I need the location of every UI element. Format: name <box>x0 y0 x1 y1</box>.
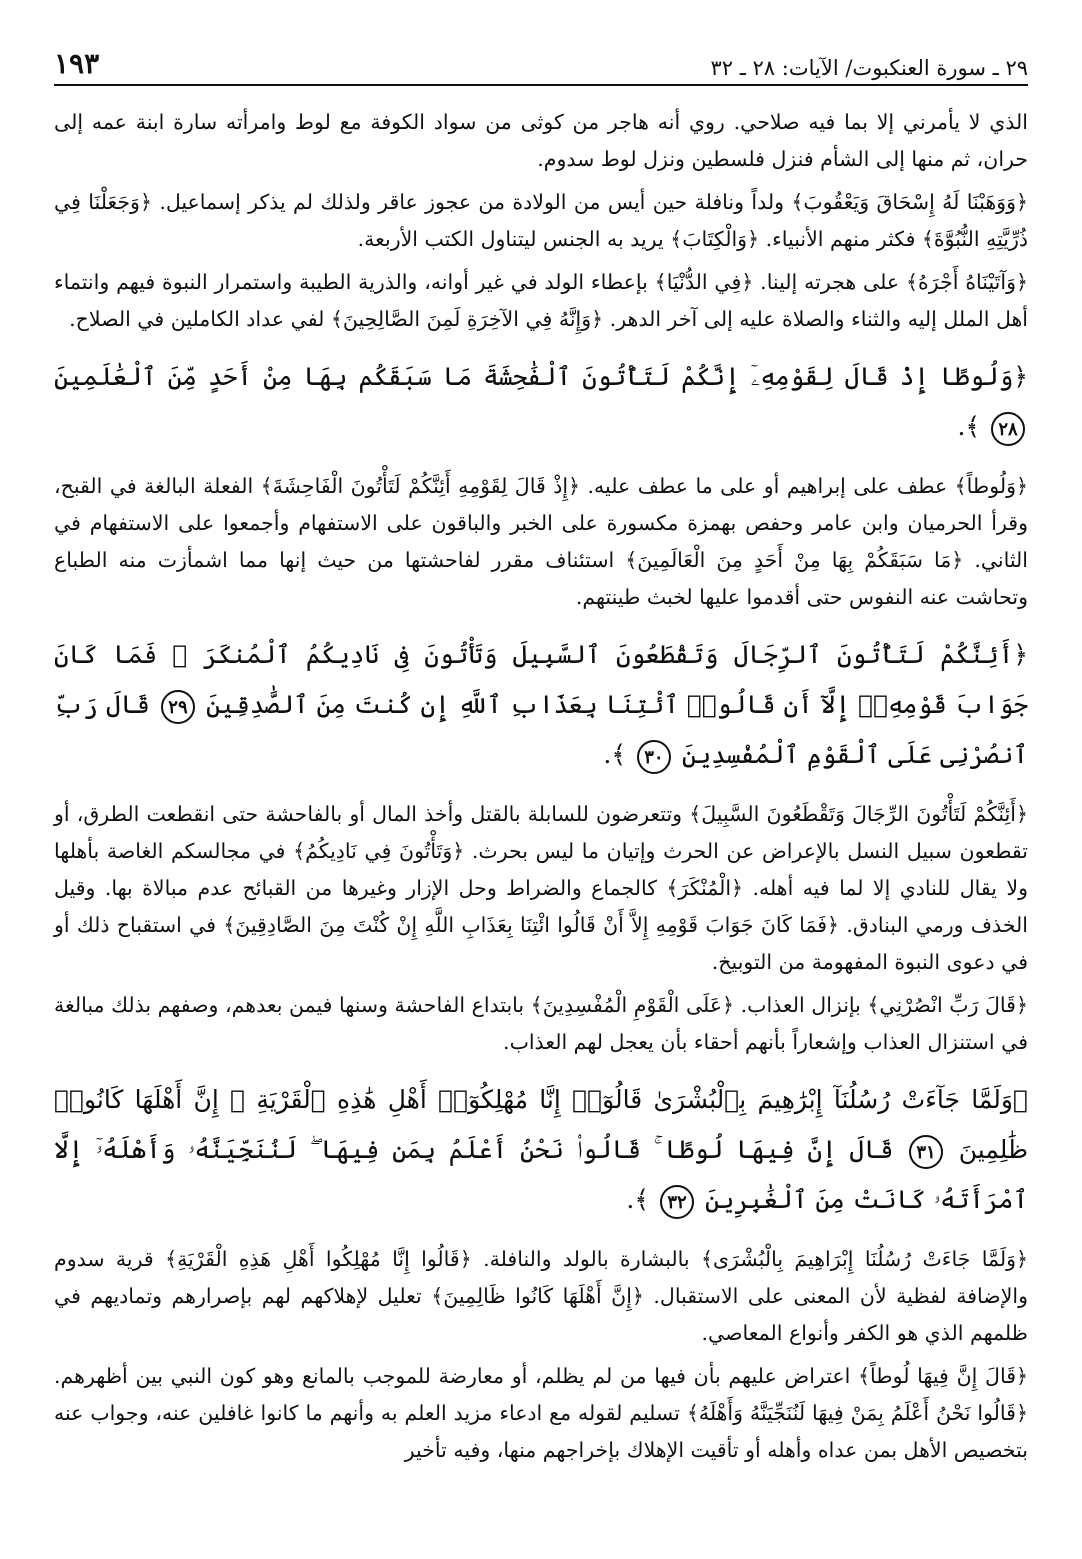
verse-close: ﴾. <box>626 1185 650 1214</box>
commentary-paragraph: ﴿وَلُوطاً﴾ عطف على إبراهيم أو على ما عطف عليه. ﴿إِذْ قَالَ لِقَوْمِهِ أَئِنَّكُمْ لَتَأْتُونَ الْفَاحِشَةَ﴾ الفعلة البالغة في القبح، وقرأ الحرميان وابن عامر وحفص بهمزة مكسورة على الخبر والباقون على الاستفهام وأجمعوا على الاستفهام في الثاني. ﴿مَا سَبَقَكُمْ بِهَا مِنْ أَحَدٍ مِنَ الْعَالَمِينَ﴾ استئناف مقرر لفاحشتها من حيث إنها مما اشمأزت منه الطباع وتحاشت عنه النفوس حتى أقدموا عليها لخبث طينتهم. <box>54 474 1028 609</box>
verse-text: ﴿وَلُوطًا إِذْ قَالَ لِقَوْمِهِۦٓ إِنَّكُمْ لَتَأْتُونَ ٱلْفَٰحِشَةَ مَا سَبَقَكُم بِهَا مِنْ أَحَدٍ مِّنَ ٱلْعَٰلَمِينَ <box>54 362 1028 391</box>
commentary-paragraph: ﴿وَلَمَّا جَاءَتْ رُسُلُنَا إِبْرَاهِيمَ بِالْبُشْرَى﴾ بالبشارة بالولد والنافلة. ﴿قَالُوا إِنَّا مُهْلِكُوا أَهْلِ هَذِهِ الْقَرْيَةِ﴾ قرية سدوم والإضافة لفظية لأن المعنى على الاستقبال. ﴿إِنَّ أَهْلَهَا كَانُوا ظَالِمِينَ﴾ تعليل لإهلاكهم لهم بإصرارهم وتماديهم في ظلمهم الذي هو الكفر وأنواع المعاصي. <box>54 1247 1028 1345</box>
quran-verse-block <box>54 352 1028 452</box>
verse-close: ﴾. <box>603 740 626 769</box>
commentary-paragraph: ﴿وَوَهَبْنَا لَهُ إِسْحَاقَ وَيَعْقُوبَ﴾ ولداً ونافلة حين أيس من الولادة من عجوز عاقر ولذلك لم يذكر إسماعيل. ﴿وَجَعَلْنَا فِي ذُرِّيَّتِهِ النُّبُوَّةَ﴾ فكثر منهم الأنبياء. ﴿وَالْكِتَابَ﴾ يريد به الجنس ليتناول الكتب الأربعة. <box>54 190 1028 251</box>
commentary-paragraph: ﴿أَئِنَّكُمْ لَتَأْتُونَ الرِّجَالَ وَتَقْطَعُونَ السَّبِيلَ﴾ وتتعرضون للسابلة بالقتل وأخذ المال أو بالفاحشة حتى انقطعت الطرق، أو تقطعون سبيل النسل بالإعراض عن الحرث وإتيان ما ليس بحرث. ﴿وَتَأْتُونَ فِي نَادِيكُمُ﴾ في مجالسكم الغاصة بأهلها ولا يقال للنادي إلا لما فيه أهله. ﴿الْمُنْكَرَ﴾ كالجماع والضراط وحل الإزار وغيرها من القبائح عدم مبالاة بها. وقيل الخذف ورمي البنادق. ﴿فَمَا كَانَ جَوَابَ قَوْمِهِ إِلاَّ أَنْ قَالُوا ائْتِنَا بِعَذَابِ اللَّهِ إِنْ كُنْتَ مِنَ الصَّادِقِينَ﴾ في استقباح ذلك أو في دعوى النبوة المفهومة من التوبيخ. <box>54 802 1028 974</box>
verse-number-marker: ٣٢ <box>660 1185 694 1219</box>
commentary-paragraph: الذي لا يأمرني إلا بما فيه صلاحي. روي أنه هاجر من كوثى من سواد الكوفة مع لوط وامرأته سارة ابنة عمه إلى حران، ثم منها إلى الشأم فنزل فلسطين ونزل لوط سدوم. <box>54 110 1028 171</box>
verse-number-marker: ٣٠ <box>637 740 671 774</box>
quran-verse-block <box>54 1075 1028 1225</box>
verse-number-marker: ٢٩ <box>161 690 195 724</box>
commentary-paragraph: ﴿قَالَ إِنَّ فِيهَا لُوطاً﴾ اعتراض عليهم بأن فيها من لم يظلم، أو معارضة للموجب بالمانع وهو كون النبي بين أظهرهم. ﴿قَالُوا نَحْنُ أَعْلَمُ بِمَنْ فِيهَا لَنُنَجِّيَنَّهُ وَأَهْلَهُ﴾ تسليم لقوله مع ادعاء مزيد العلم به وأنهم ما كانوا غافلين عنه، وجواب عنه بتخصيص الأهل بمن عداه وأهله أو تأقيت الإهلاك بإخراجهم منها، وفيه تأخير <box>54 1364 1028 1462</box>
verse-close: ﴾. <box>957 412 981 441</box>
running-title: ٢٩ ـ سورة العنكبوت/ الآيات: ٢٨ ـ ٣٢ <box>710 56 1028 80</box>
running-header <box>54 40 1028 86</box>
verse-text: قَالَ رَبِّ ٱنصُرْنِى عَلَى ٱلْقَوْمِ ٱلْمُفْسِدِينَ <box>54 690 1028 769</box>
verse-number-marker: ٣١ <box>909 1135 943 1169</box>
verse-number-marker: ٢٨ <box>991 412 1025 446</box>
quran-verse-block <box>54 630 1028 780</box>
page-number: ١٩٣ <box>54 47 100 80</box>
verse-text: ﴿أَئِنَّكُمْ لَتَأْتُونَ ٱلرِّجَالَ وَتَقْطَعُونَ ٱلسَّبِيلَ وَتَأْتُونَ فِى نَادِيكُمُ ٱلْمُنكَرَ ۖ فَمَا كَانَ جَوَابَ قَوْمِهِۦٓ إِلَّآ أَن قَالُوا۟ ٱئْتِنَا بِعَذَابِ ٱللَّهِ إِن كُنتَ مِنَ ٱلصَّٰدِقِينَ <box>54 640 1029 719</box>
verse-text: قَالَ إِنَّ فِيهَا لُوطًا ۚ قَالُوا۟ نَحْنُ أَعْلَمُ بِمَن فِيهَا ۖ لَنُنَجِّيَنَّهُۥ وَأَهْلَهُۥٓ إِلَّا ٱمْرَأَتَهُۥ كَانَتْ مِنَ ٱلْغَٰبِرِينَ <box>54 1135 1028 1214</box>
commentary-paragraph: ﴿وَآتَيْنَاهُ أَجْرَهُ﴾ على هجرته إلينا. ﴿فِي الدُّنْيَا﴾ بإعطاء الولد في غير أوانه، والذرية الطيبة واستمرار النبوة فيهم وانتماء أهل الملل إليه والثناء والصلاة عليه إلى آخر الدهر. ﴿وَإِنَّهُ فِي الآخِرَةِ لَمِنَ الصَّالِحِينَ﴾ لفي عداد الكاملين في الصلاح. <box>54 270 1028 331</box>
commentary-paragraph: ﴿قَالَ رَبِّ انْصُرْنِي﴾ بإنزال العذاب. ﴿عَلَى الْقَوْمِ الْمُفْسِدِينَ﴾ بابتداع الفاحشة وسنها فيمن بعدهم، وصفهم بذلك مبالغة في استنزال العذاب وإشعاراً بأنهم أحقاء بأن يعجل لهم العذاب. <box>54 993 1028 1054</box>
verse-text: ﴿وَلَمَّا جَآءَتْ رُسُلُنَآ إِبْرَٰهِيمَ بِٱلْبُشْرَىٰ قَالُوٓا۟ إِنَّا مُهْلِكُوٓا۟ أَهْلِ هَٰذِهِ ٱلْقَرْيَةِ ۖ إِنَّ أَهْلَهَا كَانُوا۟ ظَٰلِمِينَ <box>54 1085 1028 1164</box>
